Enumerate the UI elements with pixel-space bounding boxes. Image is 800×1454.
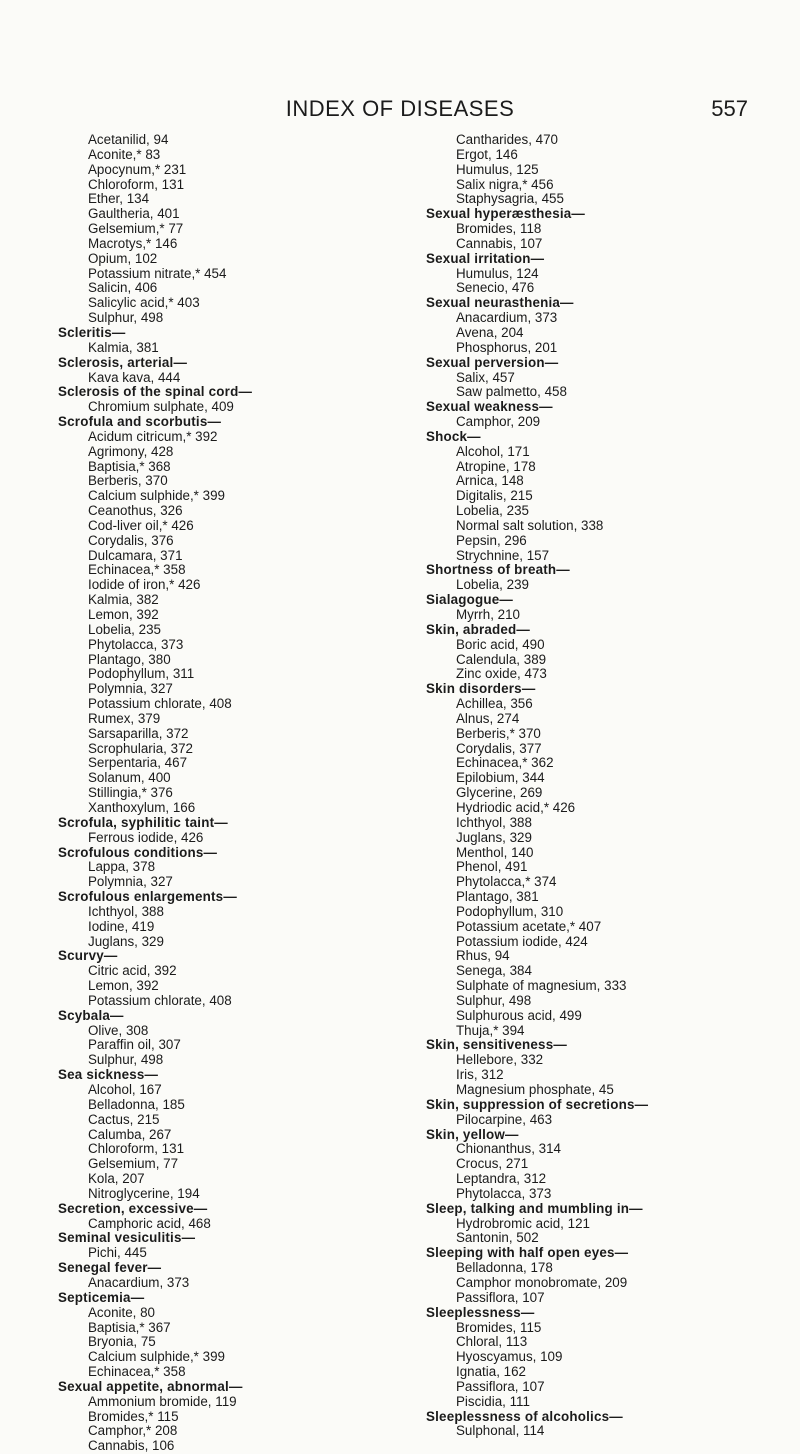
index-subentry: Iodine, 419 [88, 918, 155, 934]
index-subentry: Solanum, 400 [88, 770, 171, 786]
index-subentry: Salicylic acid,* 403 [88, 295, 200, 311]
index-subentry: Ceanothus, 326 [88, 503, 183, 519]
index-subentry: Acetanilid, 94 [88, 132, 169, 147]
index-subentry: Calcium sulphide,* 399 [88, 488, 225, 504]
index-subentry: Citric acid, 392 [88, 963, 177, 979]
index-subentry: Nitroglycerine, 194 [88, 1185, 200, 1201]
index-subentry: Bromides,* 115 [88, 1408, 179, 1424]
index-subentry: Myrrh, 210 [456, 607, 520, 622]
index-subentry: Iris, 312 [456, 1067, 504, 1083]
index-subentry: Ether, 134 [88, 191, 150, 207]
index-subentry: Echinacea,* 362 [456, 755, 554, 771]
index-subentry: Corydalis, 376 [88, 532, 174, 548]
index-subentry: Phytolacca,* 374 [456, 874, 557, 890]
index-subentry: Olive, 308 [88, 1022, 149, 1038]
index-subentry: Potassium chlorate, 408 [88, 696, 232, 712]
index-heading: Skin, abraded— [426, 621, 531, 637]
index-heading: Scrofulous enlargements— [58, 889, 237, 905]
index-subentry: Juglans, 329 [456, 829, 532, 845]
index-subentry: Acidum citricum,* 392 [88, 428, 218, 444]
index-subentry: Alcohol, 167 [88, 1082, 162, 1097]
page-header [0, 96, 800, 126]
index-heading: Shock— [426, 428, 481, 444]
index-subentry: Corydalis, 377 [456, 740, 542, 756]
index-subentry: Salix, 457 [456, 369, 515, 385]
index-subentry: Calcium sulphide,* 399 [88, 1349, 225, 1365]
index-subentry: Chloroform, 131 [88, 176, 185, 192]
index-subentry: Lemon, 392 [88, 607, 159, 622]
index-heading: Sialagogue— [426, 592, 514, 608]
index-subentry: Glycerine, 269 [456, 785, 543, 801]
index-subentry: Anacardium, 373 [456, 310, 558, 326]
index-subentry: Camphoric acid, 468 [88, 1215, 211, 1231]
index-subentry: Rhus, 94 [456, 948, 510, 964]
index-heading: Sclerosis, arterial— [58, 354, 188, 370]
index-subentry: Normal salt solution, 338 [456, 517, 604, 533]
index-heading: Scleritis— [58, 324, 126, 340]
index-subentry: Pilocarpine, 463 [456, 1111, 553, 1127]
index-heading: Seminal vesiculitis— [58, 1230, 196, 1246]
index-heading: Sexual appetite, abnormal— [58, 1378, 243, 1394]
index-subentry: Scrophularia, 372 [88, 740, 193, 756]
index-subentry: Sulphate of magnesium, 333 [456, 978, 627, 994]
index-subentry: Phytolacca, 373 [456, 1185, 552, 1201]
index-subentry: Macrotys,* 146 [88, 235, 178, 251]
index-heading: Septicemia— [58, 1289, 145, 1305]
index-subentry: Crocus, 271 [456, 1156, 529, 1172]
index-subentry: Cannabis, 107 [456, 235, 543, 251]
index-subentry: Podophyllum, 311 [88, 666, 195, 682]
index-heading: Sleeplessness of alcoholics— [426, 1408, 623, 1424]
index-subentry: Sulphur, 498 [456, 992, 532, 1008]
index-subentry: Baptisia,* 367 [88, 1319, 171, 1335]
index-subentry: Hydriodic acid,* 426 [456, 799, 576, 815]
index-subentry: Sarsaparilla, 372 [88, 725, 189, 741]
index-subentry: Sulphonal, 114 [456, 1423, 545, 1439]
index-subentry: Chionanthus, 314 [456, 1141, 561, 1157]
index-subentry: Polymnia, 327 [88, 681, 173, 697]
index-subentry: Atropine, 178 [456, 458, 536, 474]
index-heading: Scrofula, syphilitic taint— [58, 814, 228, 830]
index-subentry: Humulus, 124 [456, 265, 539, 281]
index-subentry: Hellebore, 332 [456, 1052, 544, 1068]
index-subentry: Anacardium, 373 [88, 1274, 190, 1290]
index-subentry: Ergot, 146 [456, 146, 518, 162]
index-subentry: Camphor,* 208 [88, 1423, 178, 1439]
index-subentry: Pepsin, 296 [456, 532, 527, 548]
index-subentry: Aconite,* 83 [88, 146, 161, 162]
index-subentry: Digitalis, 215 [456, 488, 533, 504]
index-subentry: Echinacea,* 358 [88, 1364, 186, 1380]
index-subentry: Potassium nitrate,* 454 [88, 265, 227, 281]
index-subentry: Hyoscyamus, 109 [456, 1349, 563, 1365]
index-heading: Sexual hyperæsthesia— [426, 206, 586, 222]
index-heading: Shortness of breath— [426, 562, 570, 578]
index-subentry: Dulcamara, 371 [88, 547, 183, 563]
index-subentry: Menthol, 140 [456, 844, 534, 860]
index-subentry: Belladonna, 178 [456, 1260, 553, 1276]
index-subentry: Sulphurous acid, 499 [456, 1007, 582, 1023]
index-subentry: Passiflora, 107 [456, 1378, 545, 1394]
index-subentry: Alnus, 274 [456, 710, 520, 726]
index-subentry: Thuja,* 394 [456, 1022, 525, 1038]
index-subentry: Leptandra, 312 [456, 1171, 547, 1187]
index-heading: Scurvy— [58, 948, 118, 964]
index-subentry: Avena, 204 [456, 324, 524, 340]
index-subentry: Iodide of iron,* 426 [88, 577, 201, 593]
index-heading: Sexual perversion— [426, 354, 559, 370]
index-subentry: Achillea, 356 [456, 696, 533, 712]
index-heading: Skin, suppression of secretions— [426, 1096, 649, 1112]
index-subentry: Serpentaria, 467 [88, 755, 188, 771]
index-subentry: Lobelia, 235 [456, 503, 529, 519]
index-subentry: Agrimony, 428 [88, 443, 174, 459]
index-subentry: Lappa, 378 [88, 859, 156, 875]
index-subentry: Ignatia, 162 [456, 1364, 526, 1380]
index-subentry: Berberis, 370 [88, 473, 168, 489]
index-subentry: Cannabis, 106 [88, 1438, 175, 1454]
index-subentry: Ichthyol, 388 [88, 903, 164, 919]
index-subentry: Chromium sulphate, 409 [88, 399, 234, 415]
index-subentry: Apocynum,* 231 [88, 161, 187, 177]
index-subentry: Phenol, 491 [456, 859, 528, 875]
index-subentry: Potassium acetate,* 407 [456, 918, 602, 934]
index-subentry: Plantago, 380 [88, 651, 171, 667]
index-subentry: Magnesium phosphate, 45 [456, 1082, 614, 1097]
index-subentry: Gelsemium,* 77 [88, 221, 184, 237]
index-heading: Scrofulous conditions— [58, 844, 218, 860]
index-subentry: Stillingia,* 376 [88, 785, 173, 801]
index-subentry: Rumex, 379 [88, 710, 161, 726]
index-subentry: Cactus, 215 [88, 1111, 160, 1127]
page-number: 557 [711, 96, 748, 121]
index-subentry: Lobelia, 235 [88, 621, 161, 637]
index-subentry: Ichthyol, 388 [456, 814, 532, 830]
index-subentry: Paraffin oil, 307 [88, 1037, 181, 1053]
index-heading: Sea sickness— [58, 1067, 159, 1083]
index-subentry: Chloral, 113 [456, 1334, 528, 1350]
index-heading: Sexual weakness— [426, 399, 553, 415]
index-heading: Senegal fever— [58, 1260, 162, 1276]
index-subentry: Potassium chlorate, 408 [88, 992, 232, 1008]
index-subentry: Gaultheria, 401 [88, 206, 180, 222]
index-subentry: Bromides, 118 [456, 221, 542, 237]
index-subentry: Alcohol, 171 [456, 443, 530, 459]
index-heading: Skin disorders— [426, 681, 536, 697]
index-heading: Skin, sensitiveness— [426, 1037, 567, 1053]
index-subentry: Podophyllum, 310 [456, 903, 564, 919]
index-heading: Sexual neurasthenia— [426, 295, 574, 311]
index-subentry: Epilobium, 344 [456, 770, 545, 786]
index-subentry: Humulus, 125 [456, 161, 539, 177]
index-subentry: Cod-liver oil,* 426 [88, 517, 194, 533]
index-subentry: Berberis,* 370 [456, 725, 541, 741]
index-column-right [426, 133, 776, 1439]
index-subentry: Phosphorus, 201 [456, 339, 558, 355]
index-heading: Scybala— [58, 1007, 124, 1023]
index-heading: Sleeplessness— [426, 1304, 535, 1320]
index-subentry: Strychnine, 157 [456, 547, 550, 563]
index-subentry: Xanthoxylum, 166 [88, 799, 196, 815]
index-subentry: Phytolacca, 373 [88, 636, 184, 652]
index-subentry: Polymnia, 327 [88, 874, 173, 890]
index-subentry: Opium, 102 [88, 250, 158, 266]
index-subentry: Saw palmetto, 458 [456, 384, 567, 400]
index-subentry: Boric acid, 490 [456, 636, 545, 652]
index-subentry: Gelsemium, 77 [88, 1156, 179, 1172]
index-subentry: Ammonium bromide, 119 [88, 1393, 237, 1409]
index-subentry: Kalmia, 381 [88, 339, 159, 355]
index-subentry: Lobelia, 239 [456, 577, 529, 593]
index-subentry: Zinc oxide, 473 [456, 666, 547, 682]
index-subentry: Echinacea,* 358 [88, 562, 186, 578]
index-heading: Sleep, talking and mumbling in— [426, 1200, 643, 1216]
index-subentry: Cantharides, 470 [456, 132, 558, 147]
index-heading: Skin, yellow— [426, 1126, 519, 1142]
index-subentry: Hydrobromic acid, 121 [456, 1215, 590, 1231]
index-subentry: Sulphur, 498 [88, 1052, 164, 1068]
index-column-left [58, 133, 408, 1454]
index-subentry: Kava kava, 444 [88, 369, 181, 385]
index-heading: Scrofula and scorbutis— [58, 414, 222, 430]
index-subentry: Bryonia, 75 [88, 1334, 156, 1350]
index-subentry: Aconite, 80 [88, 1304, 155, 1320]
index-subentry: Plantago, 381 [456, 889, 539, 905]
index-subentry: Kalmia, 382 [88, 592, 159, 608]
index-subentry: Chloroform, 131 [88, 1141, 185, 1157]
index-subentry: Bromides, 115 [456, 1319, 542, 1335]
index-heading: Sexual irritation— [426, 250, 545, 266]
index-subentry: Belladonna, 185 [88, 1096, 185, 1112]
index-subentry: Baptisia,* 368 [88, 458, 171, 474]
index-heading: Secretion, excessive— [58, 1200, 208, 1216]
index-subentry: Salix nigra,* 456 [456, 176, 554, 192]
index-subentry: Piscidia, 111 [456, 1393, 530, 1409]
index-subentry: Camphor, 209 [456, 414, 541, 430]
index-subentry: Santonin, 502 [456, 1230, 539, 1246]
index-subentry: Juglans, 329 [88, 933, 164, 949]
index-subentry: Salicin, 406 [88, 280, 158, 296]
index-heading: Sleeping with half open eyes— [426, 1245, 629, 1261]
index-subentry: Pichi, 445 [88, 1245, 147, 1261]
index-subentry: Passiflora, 107 [456, 1289, 545, 1305]
index-subentry: Calendula, 389 [456, 651, 547, 667]
index-heading: Sclerosis of the spinal cord— [58, 384, 253, 400]
index-subentry: Staphysagria, 455 [456, 191, 564, 207]
index-subentry: Senecio, 476 [456, 280, 535, 296]
index-subentry: Sulphur, 498 [88, 310, 164, 326]
index-subentry: Ferrous iodide, 426 [88, 829, 204, 845]
index-subentry: Lemon, 392 [88, 978, 159, 994]
index-subentry: Senega, 384 [456, 963, 532, 979]
running-title: INDEX OF DISEASES [285, 96, 515, 121]
index-subentry: Potassium iodide, 424 [456, 933, 588, 949]
index-subentry: Kola, 207 [88, 1171, 145, 1187]
index-subentry: Calumba, 267 [88, 1126, 172, 1142]
index-subentry: Camphor monobromate, 209 [456, 1274, 628, 1290]
index-subentry: Arnica, 148 [456, 473, 524, 489]
